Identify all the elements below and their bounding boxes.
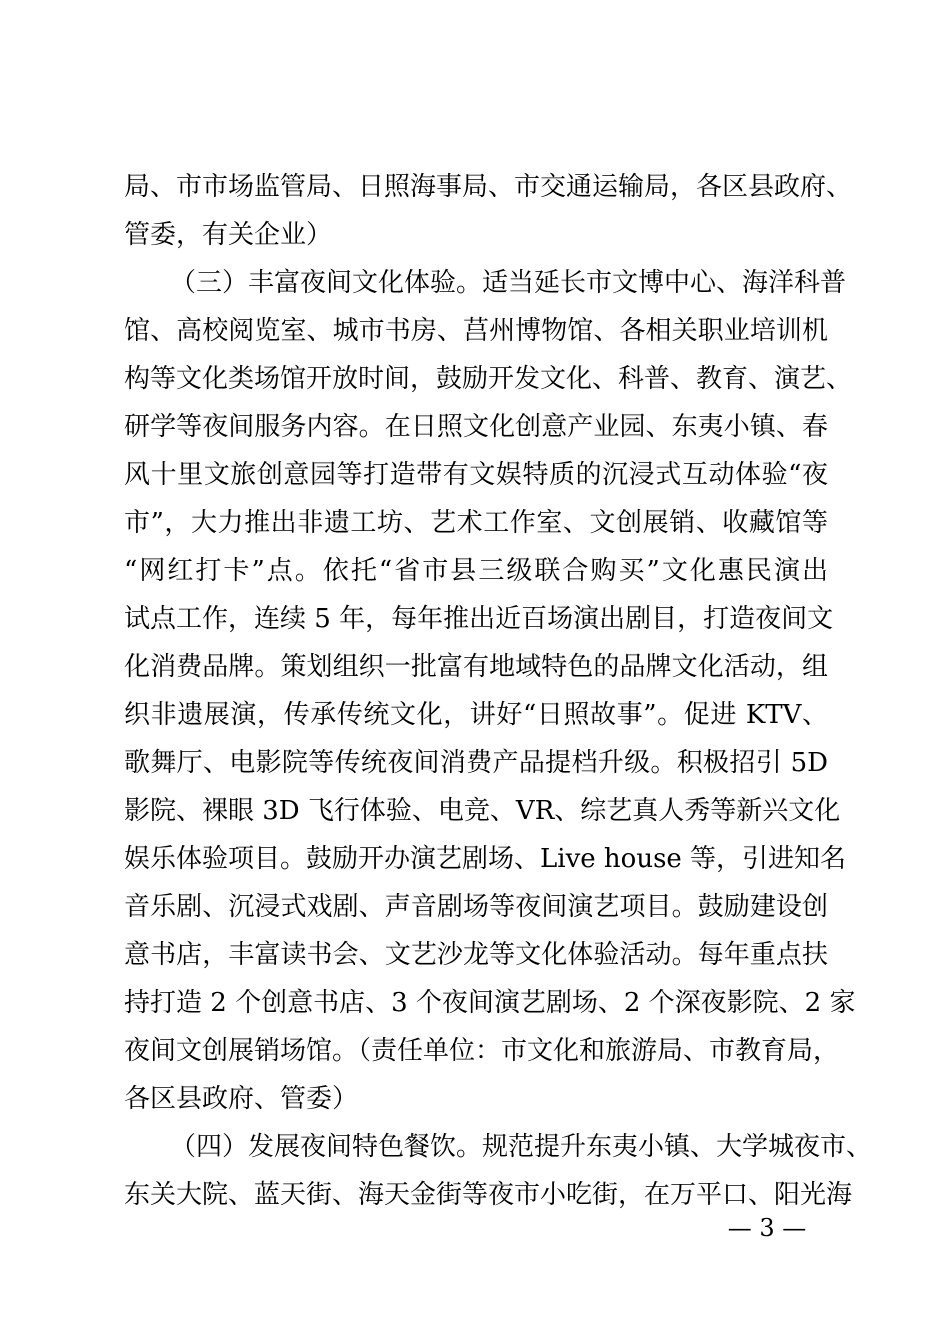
text-line: 构等文化类场馆开放时间，鼓励开发文化、科普、教育、演艺、 — [124, 364, 853, 394]
text-line: 东关大院、蓝天街、海天金街等夜市小吃街，在万平口、阳光海 — [124, 1180, 853, 1210]
text-line: 夜间文创展销场馆。（责任单位：市文化和旅游局、市教育局， — [124, 1036, 840, 1066]
text-line: 娱乐体验项目。鼓励开办演艺剧场、Live house 等，引进知名 — [124, 844, 847, 874]
paragraph-start-line: （四）发展夜间特色餐饮。规范提升东夷小镇、大学城夜市、 — [170, 1132, 873, 1162]
text-line: 市”，大力推出非遗工坊、艺术工作室、文创展销、收藏馆等 — [124, 508, 828, 538]
text-line: 风十里文旅创意园等打造带有文娱特质的沉浸式互动体验“夜 — [124, 460, 828, 490]
text-line: 各区县政府、管委） — [124, 1084, 359, 1114]
text-line: 研学等夜间服务内容。在日照文化创意产业园、东夷小镇、春 — [124, 412, 828, 442]
paragraph-start-line: （三）丰富夜间文化体验。适当延长市文博中心、海洋科普 — [170, 268, 847, 298]
text-line: 试点工作，连续 5 年，每年推出近百场演出剧目，打造夜间文 — [124, 604, 834, 634]
text-line: 影院、裸眼 3D 飞行体验、电竞、VR、综艺真人秀等新兴文化 — [124, 796, 841, 826]
text-line: 管委，有关企业） — [124, 220, 333, 250]
text-line: 意书店，丰富读书会、文艺沙龙等文化体验活动。每年重点扶 — [124, 940, 828, 970]
text-line: 馆、高校阅览室、城市书房、莒州博物馆、各相关职业培训机 — [124, 316, 828, 346]
text-line: 织非遗展演，传承传统文化，讲好“日照故事”。促进 KTV、 — [124, 700, 828, 730]
text-line: “网红打卡”点。依托“省市县三级联合购买”文化惠民演出 — [124, 556, 828, 586]
text-line: 歌舞厅、电影院等传统夜间消费产品提档升级。积极招引 5D — [124, 748, 828, 778]
text-line: 持打造 2 个创意书店、3 个夜间演艺剧场、2 个深夜影院、2 家 — [124, 988, 856, 1018]
text-line: 局、市市场监管局、日照海事局、市交通运输局，各区县政府、 — [124, 172, 853, 202]
page-number: — 3 — — [727, 1214, 807, 1242]
text-line: 化消费品牌。策划组织一批富有地域特色的品牌文化活动，组 — [124, 652, 828, 682]
text-line: 音乐剧、沉浸式戏剧、声音剧场等夜间演艺项目。鼓励建设创 — [124, 892, 828, 922]
